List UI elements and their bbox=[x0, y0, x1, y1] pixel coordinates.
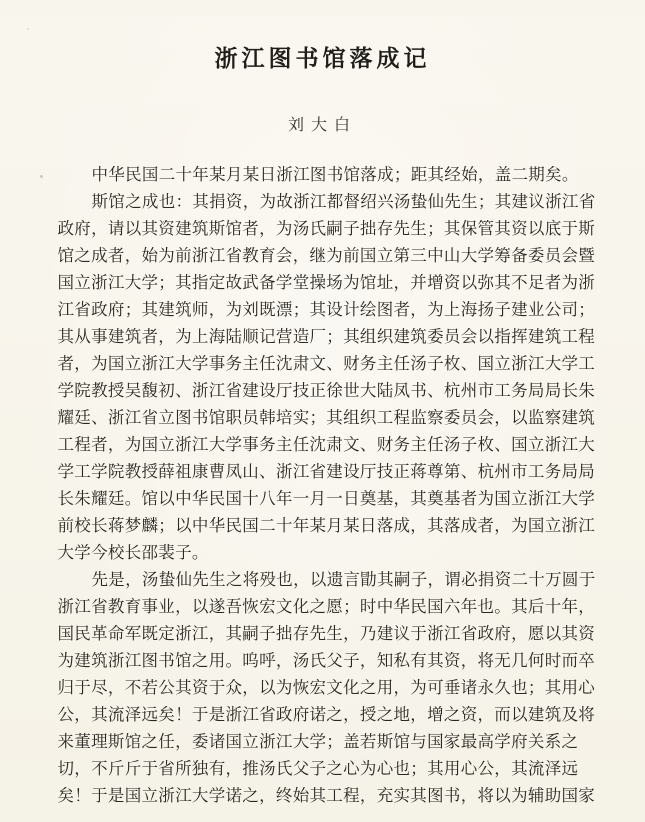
scan-speck bbox=[40, 175, 43, 178]
document-body bbox=[57, 161, 596, 809]
text-line-p2-l1: 斯馆之成也：其捐资，为故浙江都督绍兴汤蛰仙先生；其建议浙江省 bbox=[91, 192, 596, 212]
text-line-p2-l4: 国立浙江大学；其指定故武备学堂操场为馆址，并增资以弥其不足者为浙 bbox=[57, 273, 596, 293]
text-line-p3-l4: 为建筑浙江图书馆之用。呜呼，汤氏父子，知私有其资，将无几何时而卒 bbox=[57, 651, 596, 671]
text-line-p2-l13: 前校长蒋梦麟；以中华民国二十年某月某日落成，其落成者，为国立浙江 bbox=[57, 516, 596, 536]
text-line-p3-l6: 公，其流泽远矣！于是浙江省政府诺之，授之地，增之资，而以建筑及将 bbox=[57, 705, 596, 725]
text-line-p2-l6: 其从事建筑者，为上海陆顺记营造厂；其组织建筑委员会以指挥建筑工程 bbox=[57, 327, 596, 347]
text-line-p2-l10: 工程者，为国立浙江大学事务主任沈肃文、财务主任汤子枚、国立浙江大 bbox=[57, 435, 596, 455]
text-line-p3-l8: 切，不斤斤于省所独有，推汤氏父子之心为心也；其用心公，其流泽远 bbox=[57, 759, 579, 779]
text-line-p3-l7: 来董理斯馆之任，委诸国立浙江大学；盖若斯馆与国家最高学府关系之 bbox=[57, 732, 579, 752]
text-line-p2-l12: 长朱耀廷。馆以中华民国十八年一月一日奠基，其奠基者为国立浙江大学 bbox=[57, 489, 596, 509]
text-line-p3-l5: 归于尽，不若公其资于众，以为恢宏文化之用，为可垂诸永久也；其用心 bbox=[57, 678, 596, 698]
text-line-p3-l9: 矣！于是国立浙江大学诺之，终始其工程，充实其图书，将以为辅助国家 bbox=[57, 786, 596, 806]
text-line-p3-l3: 国民革命军既定浙江，其嗣子拙存先生，乃建议于浙江省政府，愿以其资 bbox=[57, 624, 596, 644]
text-line-p2-l11: 学工学院教授薛祖康曹凤山、浙江省建设厅技正蒋尊第、杭州市工务局局 bbox=[57, 462, 596, 482]
text-line-p2-l7: 者，为国立浙江大学事务主任沈肃文、财务主任汤子枚、国立浙江大学工 bbox=[57, 354, 596, 374]
author-name: 刘大白 bbox=[287, 117, 357, 135]
text-line-p1-l1: 中华民国二十年某月某日浙江图书馆落成；距其经始，盖二期矣。 bbox=[91, 165, 579, 185]
text-line-p2-l2: 政府，请以其资建筑斯馆者，为汤氏嗣子拙存先生；其保管其资以底于斯 bbox=[57, 219, 596, 239]
text-line-p2-l8: 学院教授吴馥初、浙江省建设厅技正徐世大陆凤书、杭州市工务局局长朱 bbox=[57, 381, 596, 401]
document-title: 浙江图书馆落成记 bbox=[214, 45, 431, 72]
scanned-page bbox=[0, 15, 645, 822]
text-line-p2-l14: 大学今校长邵裴子。 bbox=[57, 543, 209, 563]
text-line-p2-l3: 馆之成者，始为前浙江省教育会，继为前国立第三中山大学筹备委员会暨 bbox=[57, 246, 596, 266]
text-line-p2-l9: 耀廷、浙江省立图书馆职员韩培实；其组织工程监察委员会，以监察建筑 bbox=[57, 408, 596, 428]
text-line-p2-l5: 江省政府；其建筑师，为刘既漂；其设计绘图者，为上海扬子建业公司； bbox=[57, 300, 596, 320]
text-line-p3-l2: 浙江省教育事业，以遂吾恢宏文化之愿；时中华民国六年也。其后十年， bbox=[57, 597, 596, 617]
text-line-p3-l1: 先是，汤蛰仙先生之将殁也，以遗言勖其嗣子，谓必捐资二十万圆于 bbox=[91, 570, 596, 590]
